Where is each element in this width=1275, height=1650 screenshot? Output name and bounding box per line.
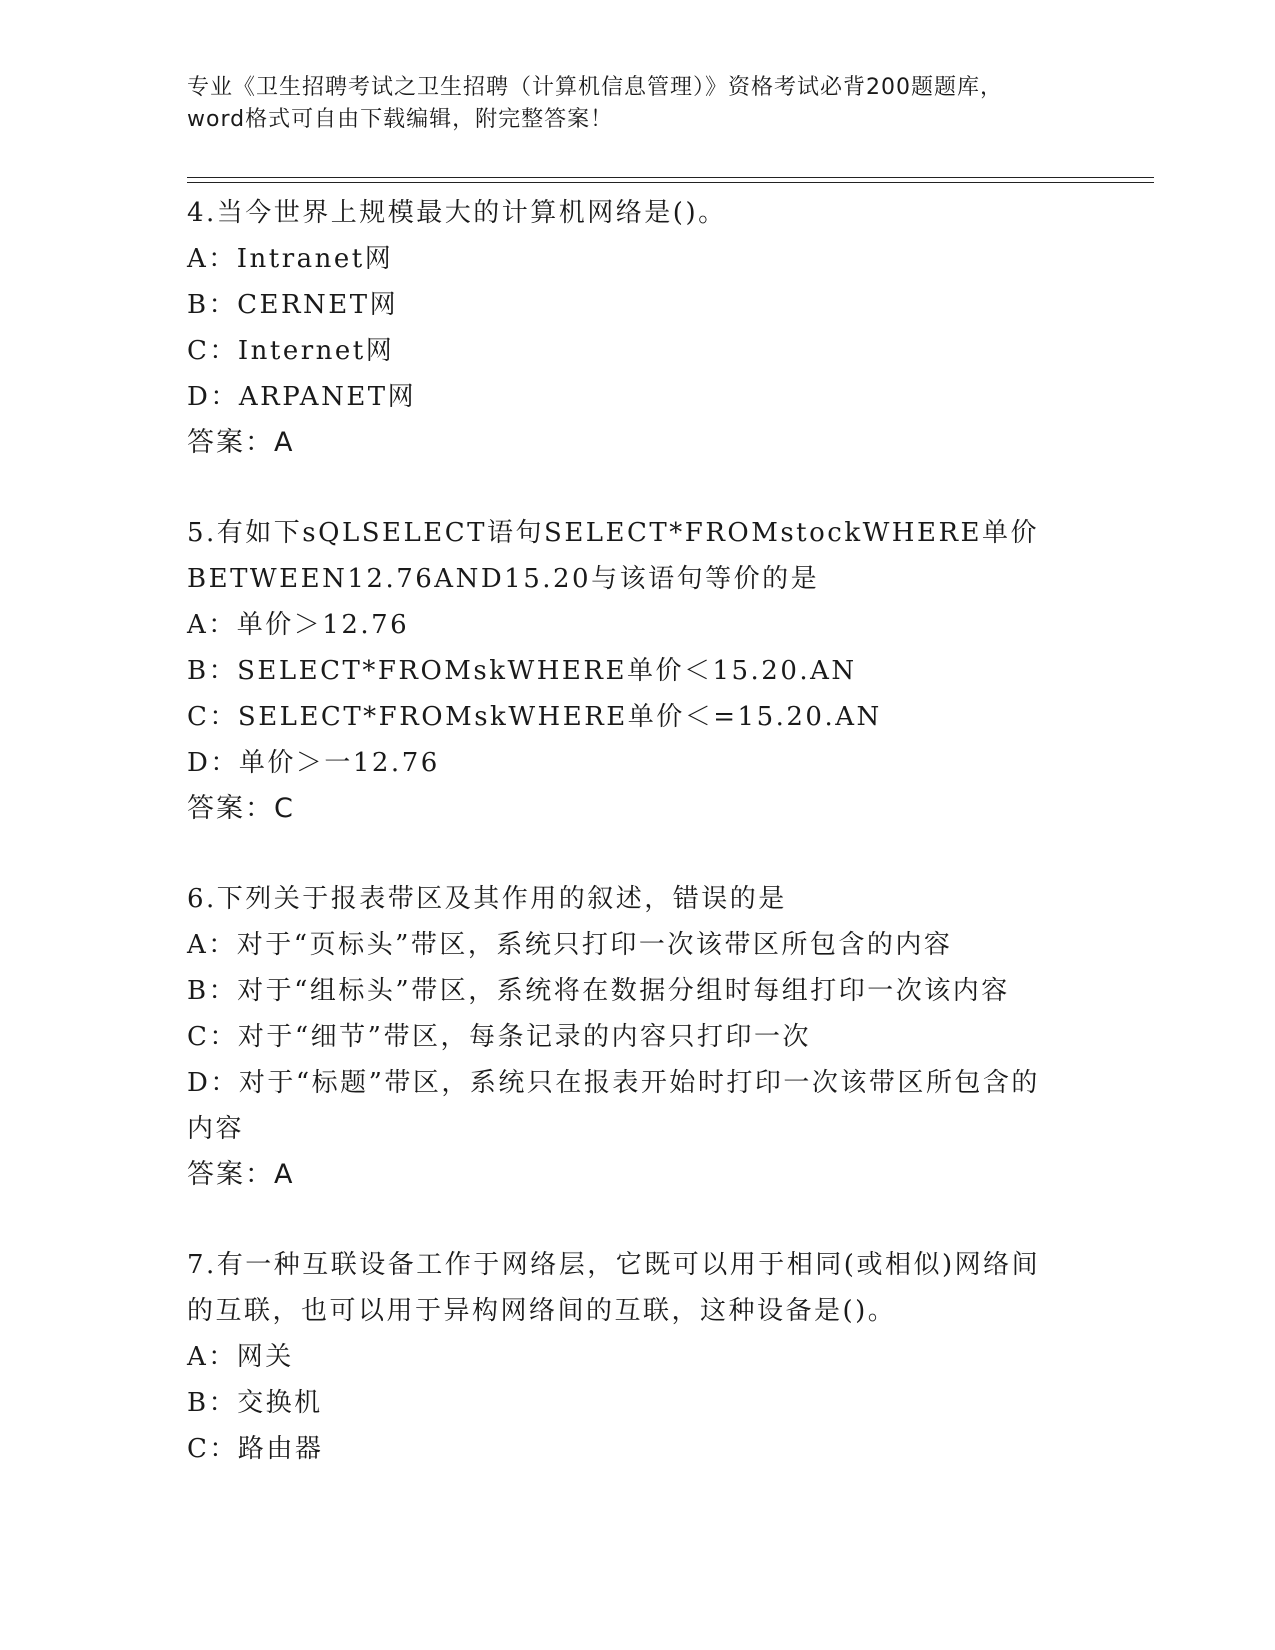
answer-line: 答案：A [187, 1159, 295, 1190]
option-line: B：SELECT*FROMskWHERE单价＜15.20.AN [187, 656, 857, 686]
option-line: A：网关 [187, 1342, 294, 1372]
option-line: C：对于“细节”带区，每条记录的内容只打印一次 [187, 1022, 811, 1052]
question-block [187, 876, 1107, 1198]
option-line: 内容 [187, 1114, 245, 1144]
question-block [187, 510, 1107, 832]
question-gap [187, 832, 1107, 876]
answer-line: 答案：C [187, 793, 295, 824]
option-line: D：ARPANET网 [187, 382, 417, 412]
option-line: B：对于“组标头”带区，系统将在数据分组时每组打印一次该内容 [187, 976, 1010, 1006]
question-list [187, 190, 1107, 1472]
question-block [187, 1242, 1107, 1472]
option-line: C：Internet网 [187, 336, 395, 366]
question-stem-line: 7.有一种互联设备工作于网络层，它既可以用于相同(或相似)网络间 [187, 1250, 1041, 1280]
question-gap [187, 1198, 1107, 1242]
option-line: C：SELECT*FROMskWHERE单价＜=15.20.AN [187, 702, 882, 732]
question-gap [187, 466, 1107, 510]
option-line: B：交换机 [187, 1388, 323, 1418]
option-line: D：对于“标题”带区，系统只在报表开始时打印一次该带区所包含的 [187, 1068, 1040, 1098]
option-line: A：单价＞12.76 [187, 610, 410, 640]
answer-line: 答案：A [187, 427, 295, 458]
question-stem-line: 6.下列关于报表带区及其作用的叙述，错误的是 [187, 884, 787, 914]
option-line: C：路由器 [187, 1434, 324, 1464]
option-line: A：对于“页标头”带区，系统只打印一次该带区所包含的内容 [187, 930, 953, 960]
question-stem-line: 5.有如下sQLSELECT语句SELECT*FROMstockWHERE单价 [187, 518, 1040, 548]
header-divider-bottom [187, 182, 1154, 183]
question-stem-line: 4.当今世界上规模最大的计算机网络是()。 [187, 198, 727, 228]
header-divider-top [187, 177, 1154, 178]
document-header [187, 72, 1087, 136]
question-stem-line: BETWEEN12.76AND15.20与该语句等价的是 [187, 564, 820, 594]
question-block [187, 190, 1107, 466]
question-stem-line: 的互联，也可以用于异构网络间的互联，这种设备是()。 [187, 1296, 897, 1326]
option-line: B：CERNET网 [187, 290, 399, 320]
header-line-1: 专业《卫生招聘考试之卫生招聘（计算机信息管理）》资格考试必背200题题库， [187, 75, 1003, 100]
option-line: A：Intranet网 [187, 244, 394, 274]
option-line: D：单价＞一12.76 [187, 748, 440, 778]
header-line-2: word格式可自由下载编辑，附完整答案！ [187, 107, 614, 132]
